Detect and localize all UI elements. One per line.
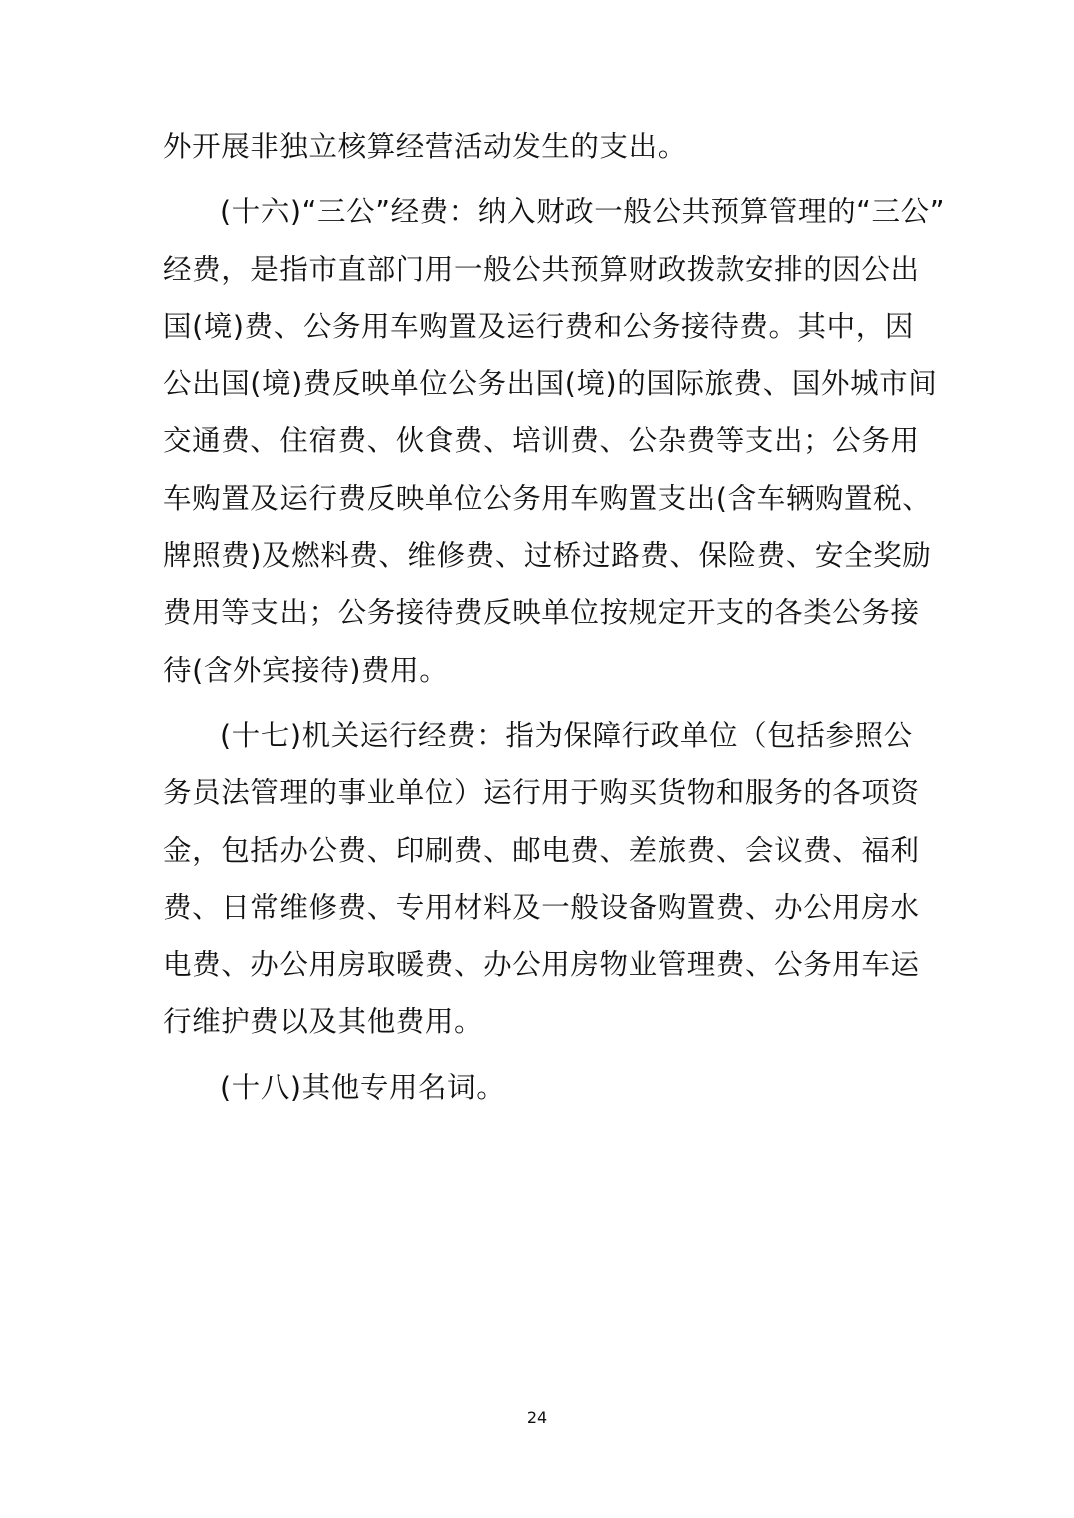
paragraph-item-18 (163, 1059, 915, 1116)
text-line: (十七)机关运行经费：指为保障行政单位（包括参照公 (220, 718, 913, 752)
text-line: 车购置及运行费反映单位公务用车购置支出(含车辆购置税、 (163, 481, 932, 515)
text-line: 牌照费)及燃料费、维修费、过桥过路费、保险费、安全奖励 (163, 539, 932, 573)
text-line: 务员法管理的事业单位）运行用于购买货物和服务的各项资 (163, 776, 920, 810)
text-line: 行维护费以及其他费用。 (163, 1005, 484, 1039)
paragraph-gap (163, 699, 915, 707)
text-line: 公出国(境)费反映单位公务出国(境)的国际旅费、国外城市间 (163, 367, 938, 401)
text-line: 外开展非独立核算经营活动发生的支出。 (163, 130, 687, 163)
text-line: 金，包括办公费、印刷费、邮电费、差旅费、会议费、福利 (163, 833, 920, 867)
text-line: 经费，是指市直部门用一般公共预算财政拨款安排的因公出 (163, 252, 920, 286)
text-line: 费、日常维修费、专用材料及一般设备购置费、办公用房水 (163, 890, 920, 924)
paragraph-continuation (163, 118, 915, 175)
text-line: 国(境)费、公务用车购置及运行费和公务接待费。其中，因 (163, 309, 914, 343)
page-number: 24 (526, 1408, 548, 1427)
paragraph-item-16 (163, 183, 946, 699)
text-line: 待(含外宾接待)费用。 (163, 653, 449, 687)
text-line: 费用等支出；公务接待费反映单位按规定开支的各类公务接 (163, 596, 920, 630)
text-line: 交通费、住宿费、伙食费、培训费、公杂费等支出；公务用 (163, 424, 920, 458)
paragraph-item-17 (163, 707, 920, 1051)
text-line: (十八)其他专用名词。 (220, 1070, 506, 1104)
text-line: 电费、办公用房取暖费、办公用房物业管理费、公务用车运 (163, 948, 920, 982)
body-text (163, 118, 946, 1116)
paragraph-gap (163, 1051, 915, 1059)
text-line: (十六)“三公”经费：纳入财政一般公共预算管理的“三公” (220, 195, 946, 229)
paragraph-gap (163, 175, 915, 183)
